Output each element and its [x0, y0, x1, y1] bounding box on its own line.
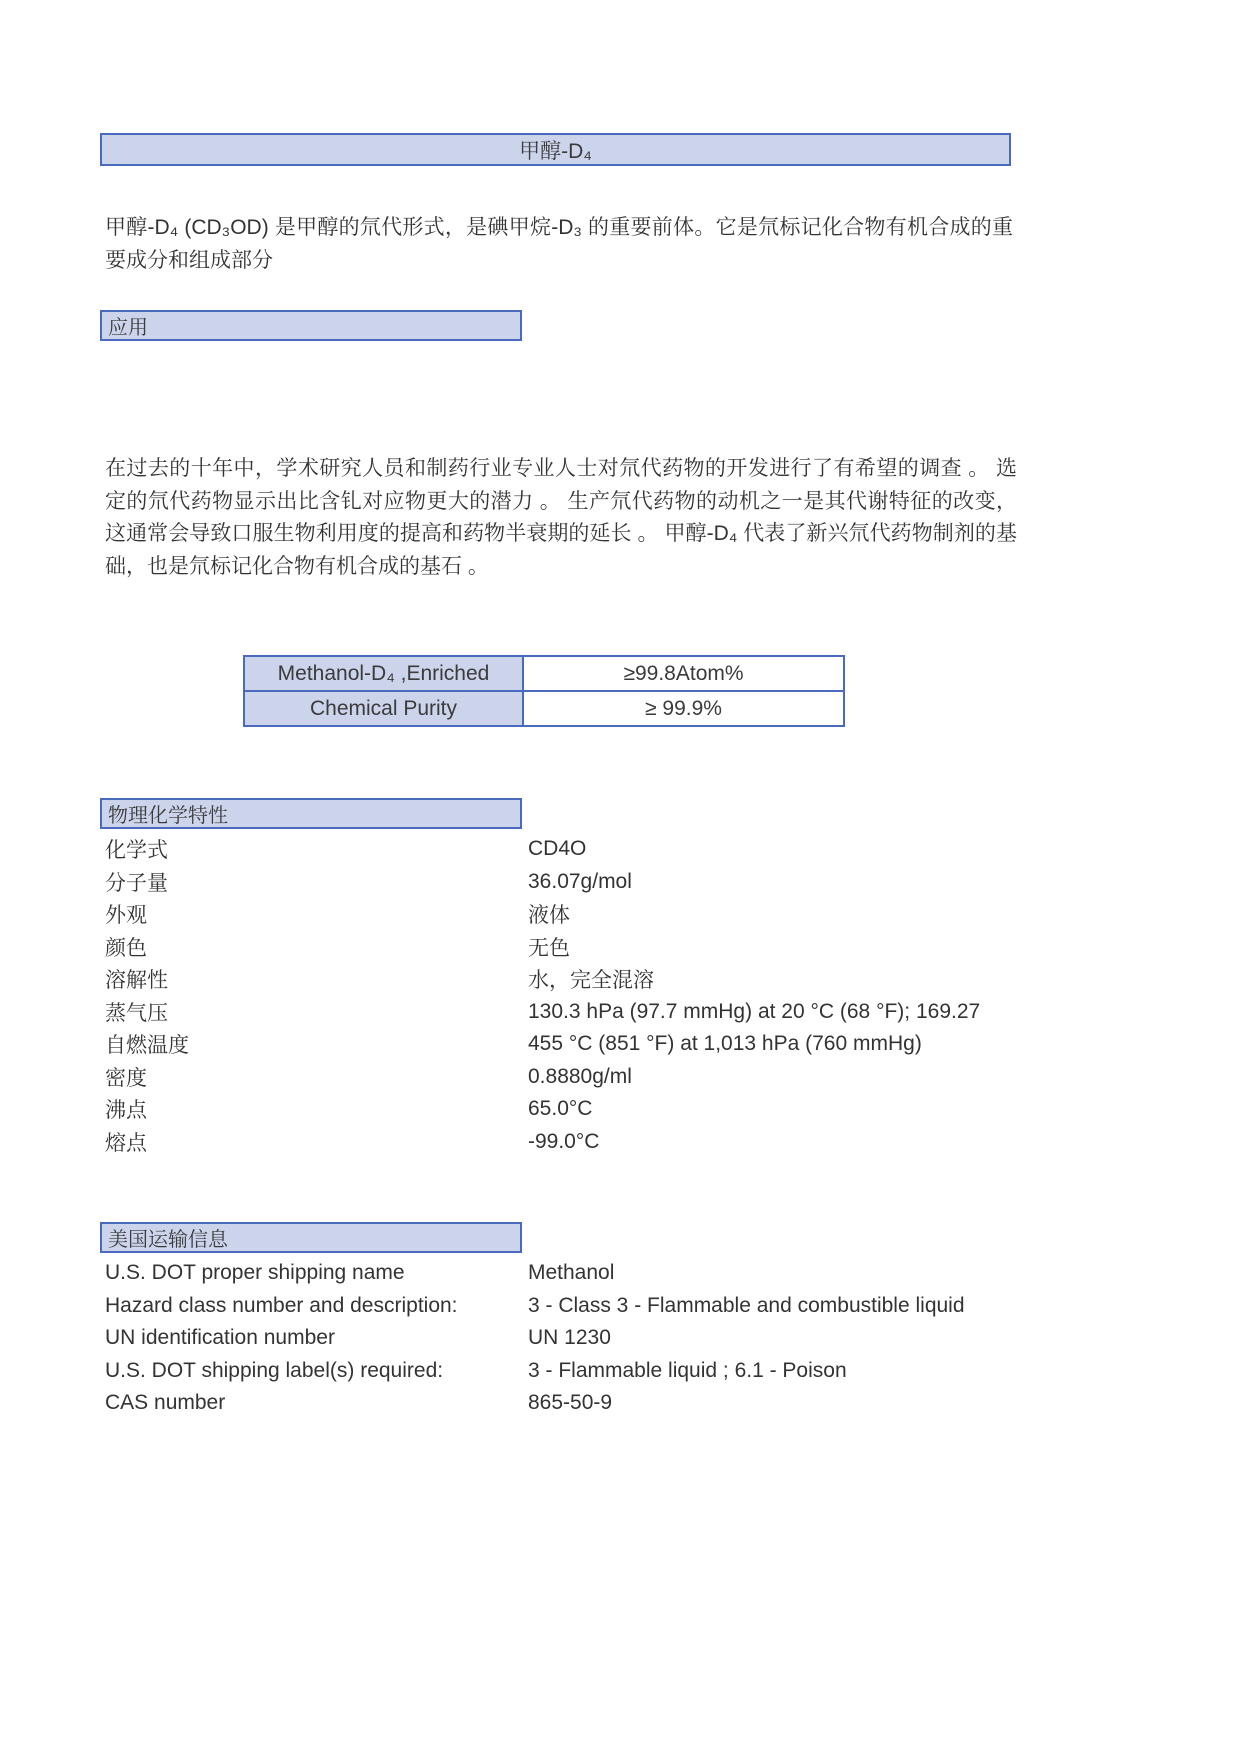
property-value: 3 - Class 3 - Flammable and combustible liquid	[528, 1293, 965, 1317]
property-label: U.S. DOT proper shipping name	[105, 1261, 405, 1285]
property-value: 455 °C (851 °F) at 1,013 hPa (760 mmHg)	[528, 1032, 922, 1056]
shipping-properties-list	[105, 1257, 1017, 1420]
property-label: 沸点	[105, 1099, 147, 1123]
property-row	[105, 866, 1017, 899]
property-label: 溶解性	[105, 969, 168, 993]
section-header-physical: 物理化学特性	[100, 798, 522, 829]
property-value: Methanol	[528, 1261, 615, 1285]
property-row	[105, 1387, 1017, 1420]
property-value: UN 1230	[528, 1326, 611, 1350]
property-row	[105, 1093, 1017, 1126]
property-row	[105, 898, 1017, 931]
property-label: 化学式	[105, 839, 168, 863]
property-label: 颜色	[105, 936, 147, 960]
table-row	[244, 656, 844, 691]
property-row	[105, 1257, 1017, 1290]
property-row	[105, 1028, 1017, 1061]
intro-paragraph: 甲醇-D₄ (CD₃OD) 是甲醇的氘代形式，是碘甲烷-D₃ 的重要前体。它是氘标记化合物有机合成的重要成分和组成部分	[105, 216, 1013, 272]
property-value: 865-50-9	[528, 1391, 613, 1415]
property-value: 3 - Flammable liquid ; 6.1 - Poison	[528, 1358, 847, 1382]
property-label: 蒸气压	[105, 1001, 168, 1025]
property-label: 密度	[105, 1066, 147, 1090]
property-value: 65.0°C	[528, 1097, 593, 1121]
property-row	[105, 1290, 1017, 1323]
property-value: 36.07g/mol	[528, 869, 632, 893]
applications-paragraph: 在过去的十年中，学术研究人员和制药行业专业人士对氘代药物的开发进行了有希望的调查 。 选定的氘代药物显示出比含钆对应物更大的潜力 。 生产氘代药物的动机之一是其代谢特征的改变，这通常会导致口服生物利用度的提高和药物半衰期的延长 。 甲醇-D₄ 代表了新兴氘代药物制剂的基础，也是氘标记化合物有机合成的基石 。	[105, 457, 1017, 578]
property-label: U.S. DOT shipping label(s) required:	[105, 1358, 444, 1382]
page-title: 甲醇-D₄	[100, 133, 1011, 166]
property-value: 0.8880g/ml	[528, 1064, 632, 1088]
section-header-applications: 应用	[100, 310, 522, 341]
property-label: 分子量	[105, 871, 168, 895]
property-row	[105, 833, 1017, 866]
property-label: CAS number	[105, 1391, 226, 1415]
property-label: Hazard class number and description:	[105, 1293, 458, 1317]
property-row	[105, 1126, 1017, 1159]
property-value: 130.3 hPa (97.7 mmHg) at 20 °C (68 °F); 169.27	[528, 999, 981, 1023]
purity-row-label: Methanol-D₄ ,Enriched	[244, 656, 523, 691]
property-row	[105, 1322, 1017, 1355]
property-row	[105, 996, 1017, 1029]
purity-row-value: ≥ 99.9%	[523, 691, 844, 726]
purity-table	[243, 655, 845, 727]
property-label: 外观	[105, 904, 147, 928]
property-row	[105, 963, 1017, 996]
section-header-shipping: 美国运输信息	[100, 1222, 522, 1253]
property-label: 熔点	[105, 1131, 147, 1155]
physical-properties-list	[105, 833, 1017, 1158]
purity-row-value: ≥99.8Atom%	[523, 656, 844, 691]
property-row	[105, 1355, 1017, 1388]
property-value: 液体	[528, 904, 570, 928]
property-label: UN identification number	[105, 1326, 335, 1350]
purity-row-label: Chemical Purity	[244, 691, 523, 726]
property-row	[105, 931, 1017, 964]
property-value: -99.0°C	[528, 1129, 600, 1153]
table-row	[244, 691, 844, 726]
property-value: 无色	[528, 936, 570, 960]
property-value: 水，完全混溶	[528, 969, 654, 993]
property-row	[105, 1061, 1017, 1094]
property-value: CD4O	[528, 837, 587, 861]
property-label: 自燃温度	[105, 1034, 189, 1058]
